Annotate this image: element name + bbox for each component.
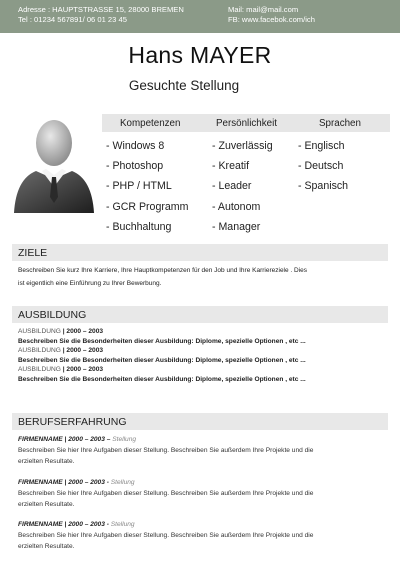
language-item: - Englisch	[298, 140, 345, 152]
contact-right	[228, 5, 315, 25]
contact-bar	[0, 0, 400, 33]
job-entry	[18, 434, 383, 467]
ausbildung-entry	[18, 346, 383, 365]
mail-text: Mail: mail@mail.com	[228, 5, 299, 14]
section-ziele	[12, 244, 388, 261]
facebook-text: FB: www.facebok.com/ich	[228, 15, 315, 24]
desired-position: Gesuchte Stellung	[128, 78, 240, 93]
ausbildung-label: AUSBILDUNG	[18, 328, 61, 335]
section-ausbildung-title: AUSBILDUNG	[18, 309, 87, 321]
job-role: Stellung	[112, 436, 137, 443]
job-role: Stellung	[110, 479, 135, 486]
address-text: Adresse : HAUPTSTRASSE 15, 28000 BREMEN	[18, 5, 184, 14]
ziele-line: Beschreiben Sie kurz Ihre Karriere, Ihre Hauptkompetenzen für den Job und Ihre Karriereziele . Dies	[18, 267, 308, 274]
ausbildung-list	[18, 327, 383, 384]
ziele-line: ist eigentlich eine Einführung zu Ihrer Bewerbung.	[18, 279, 162, 287]
job-desc: erzielten Resultate.	[18, 458, 75, 465]
skill-item: - Windows 8	[106, 140, 165, 152]
job-desc: Beschreiben Sie hier Ihre Aufgaben dieser Stellung. Beschreiben Sie außerdem Ihre Projekte und die	[18, 490, 314, 497]
section-ziele-title: ZIELE	[18, 247, 48, 259]
job-entry	[18, 477, 383, 510]
ausbildung-years: | 2000 – 2003	[62, 366, 104, 373]
phone-text: Tel : 01234 567891/ 06 01 23 45	[18, 15, 127, 24]
persoenlichkeit-list	[212, 136, 273, 237]
avatar-icon	[12, 113, 96, 213]
job-firm: FIRMENNAME | 2000 – 2003 -	[18, 521, 109, 528]
job-desc: Beschreiben Sie hier Ihre Aufgaben dieser Stellung. Beschreiben Sie außerdem Ihre Projekte und die	[18, 447, 314, 454]
ausbildung-desc: Beschreiben Sie die Besonderheiten dieser Ausbildung: Diplome, spezielle Optionen , etc ...	[18, 337, 306, 345]
header-sprachen: Sprachen	[319, 118, 361, 129]
skills-header	[102, 114, 390, 132]
job-entry	[18, 519, 383, 552]
ausbildung-years: | 2000 – 2003	[62, 347, 104, 354]
ziele-text	[18, 265, 383, 290]
ausbildung-entry	[18, 327, 383, 346]
person-name: Hans MAYER	[128, 42, 272, 68]
section-berufserfahrung-title: BERUFSERFAHRUNG	[18, 416, 127, 428]
sprachen-list	[298, 136, 348, 197]
ausbildung-label: AUSBILDUNG	[18, 347, 61, 354]
contact-left	[18, 5, 184, 25]
job-firm: FIRMENNAME | 2000 – 2003 -	[18, 479, 109, 486]
language-item: - Spanisch	[298, 180, 349, 193]
skill-item: - Buchhaltung	[106, 220, 172, 233]
section-berufserfahrung	[12, 413, 388, 430]
trait-item: - Autonom	[212, 200, 261, 213]
ausbildung-desc: Beschreiben Sie die Besonderheiten dieser Ausbildung: Diplome, spezielle Optionen , etc ...	[18, 356, 306, 364]
trait-item: - Manager	[212, 220, 261, 233]
skill-item: - PHP / HTML	[106, 180, 172, 193]
trait-item: - Kreatif	[212, 160, 250, 173]
header-kompetenzen: Kompetenzen	[120, 118, 181, 129]
section-ausbildung	[12, 306, 388, 323]
ausbildung-years: | 2000 – 2003	[62, 328, 104, 335]
kompetenzen-list	[106, 136, 188, 237]
language-item: - Deutsch	[298, 160, 344, 173]
job-desc: erzielten Resultate.	[18, 501, 75, 508]
trait-item: - Zuverlässig	[212, 140, 273, 152]
skill-item: - GCR Programm	[106, 200, 189, 213]
job-desc: erzielten Resultate.	[18, 543, 75, 550]
job-firm: FIRMENNAME | 2000 – 2003 –	[18, 436, 111, 443]
ausbildung-label: AUSBILDUNG	[18, 366, 61, 373]
trait-item: - Leader	[212, 180, 252, 193]
header-persoenlichkeit: Persönlichkeit	[216, 118, 277, 129]
ausbildung-desc: Beschreiben Sie die Besonderheiten dieser Ausbildung: Diplome, spezielle Optionen , etc ...	[18, 375, 306, 383]
job-desc: Beschreiben Sie hier Ihre Aufgaben dieser Stellung. Beschreiben Sie außerdem Ihre Projekte und die	[18, 532, 314, 539]
skills-table	[102, 114, 390, 233]
skill-item: - Photoshop	[106, 160, 164, 173]
ausbildung-entry	[18, 365, 383, 384]
job-role: Stellung	[110, 521, 135, 528]
